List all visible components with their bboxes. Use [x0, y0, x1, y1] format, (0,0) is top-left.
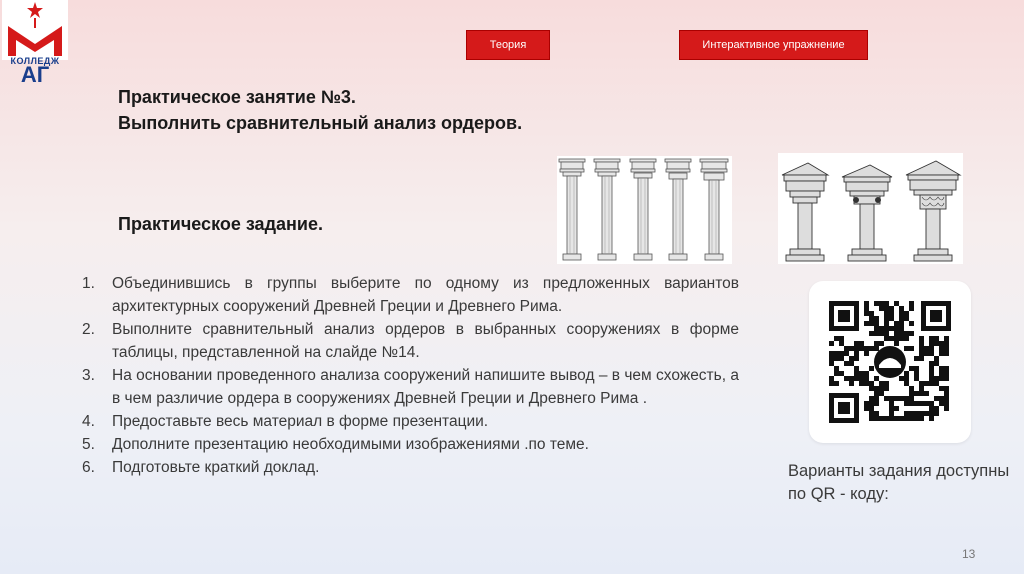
orders-capitals-image [778, 153, 963, 264]
qr-code-icon [809, 281, 971, 443]
title-line-1: Практическое занятие №3. [118, 87, 356, 107]
task-item: 5. Дополните презентацию необходимыми изображениями .по теме. [82, 436, 589, 453]
logo-emblem-icon [2, 0, 68, 60]
qr-caption: Варианты задания доступны по QR - коду: [788, 462, 1010, 503]
theory-button[interactable]: Теория [466, 30, 550, 60]
page-number: 13 [962, 547, 976, 561]
task-item: 4. Предоставьте весь материал в форме презентации. [82, 413, 489, 430]
task-item: 3. На основании проведенного анализа сооружений напишите вывод – в чем схожесть, а в чем различие ордера в сооружениях Древней Греции и Древнего Рима . [82, 367, 739, 407]
title-line-2: Выполнить сравнительный анализ ордеров. [118, 113, 523, 133]
task-item: 6. Подготовьте краткий доклад. [82, 459, 320, 476]
qr-code[interactable] [809, 281, 971, 443]
interactive-exercise-button[interactable]: Интерактивное упражнение [679, 30, 868, 60]
section-subtitle: Практическое задание. [118, 214, 323, 234]
task-item: 1. Объединившись в группы выберите по одному из предложенных вариантов архитектурных сооружений Древней Греции и Древнего Рима. [82, 275, 739, 315]
logo-mark: АГ [20, 62, 50, 87]
task-item: 2. Выполните сравнительный анализ ордеров в выбранных сооружениях в форме таблицы, представленной на слайде №14. [82, 321, 739, 361]
logo-text: КОЛЛЕДЖ [10, 56, 60, 66]
college-logo [2, 0, 68, 86]
task-list [82, 272, 739, 479]
classical-orders-columns-image [557, 156, 732, 264]
slide-title [118, 84, 522, 136]
